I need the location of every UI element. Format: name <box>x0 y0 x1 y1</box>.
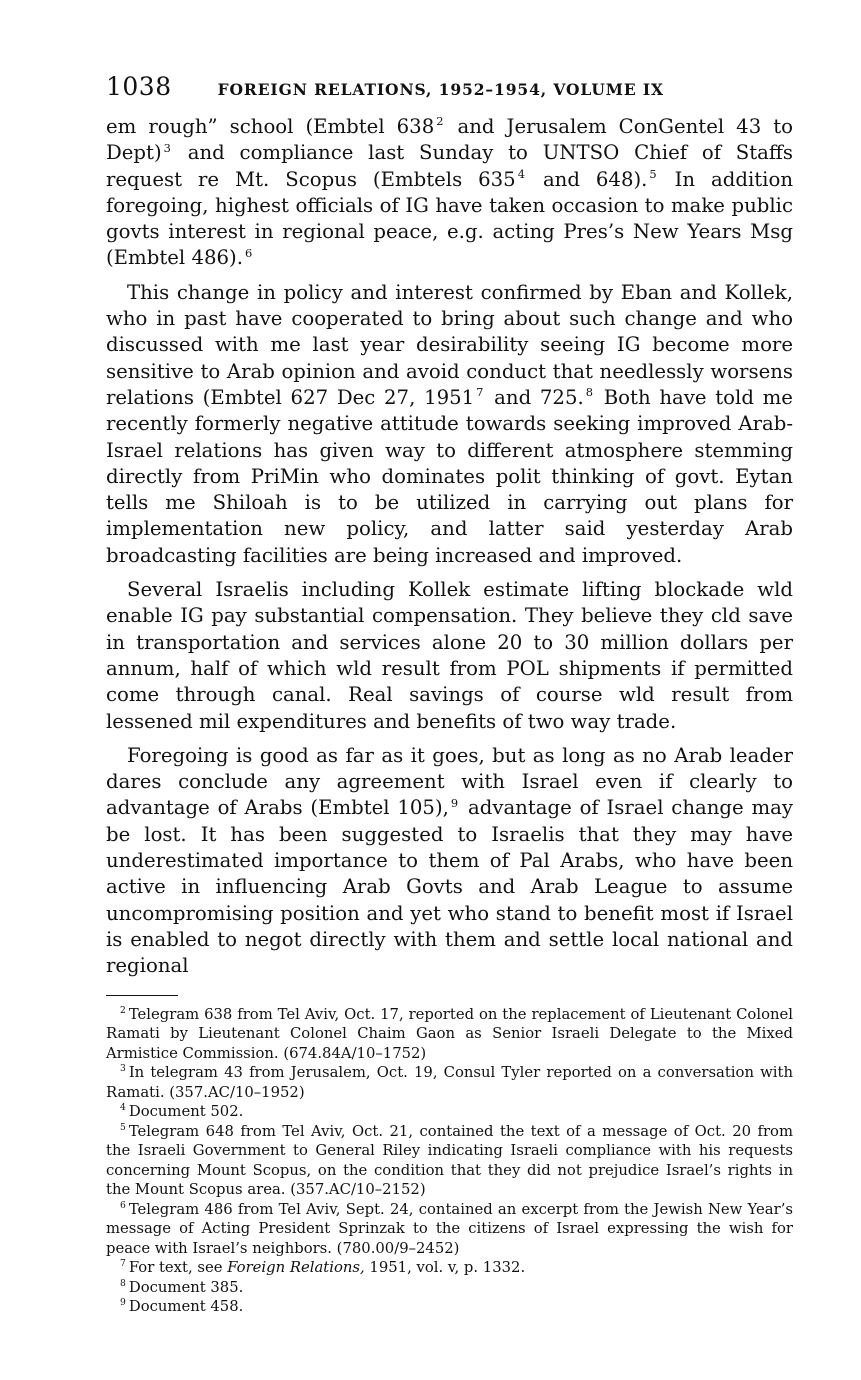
text-run: Several Israelis including Kollek estimate lifting blockade wld enable IG pay substantial compensation. They believe they cld save in transportation and services alone 20 to 30 million dollars per annum, half of which wld result from POL shipments if permitted come through canal. Real savings of course wld result from lessened mil expenditures and benefits of two way trade. <box>106 578 793 733</box>
footnote <box>106 1102 793 1122</box>
text-run: and Jerusalem ConGentel 43 to Dept) <box>106 115 793 165</box>
footnote-text: Document 458. <box>128 1298 244 1315</box>
footnote <box>106 1063 793 1102</box>
footnote-ref-6: 6 <box>244 245 253 260</box>
footnote <box>106 1122 793 1200</box>
footnote-number: 8 <box>120 1277 126 1289</box>
footnote-divider <box>106 995 178 996</box>
footnote <box>106 1278 793 1298</box>
text-run: In addition foregoing, highest officials of IG have taken occasion to make public govts interest in regional peace, e.g. acting Pres’s New Years Msg (Embtel 486). <box>106 167 794 270</box>
footnote-number: 3 <box>120 1063 126 1075</box>
footnote-ref-3: 3 <box>163 140 171 155</box>
footnote-text: Telegram 486 from Tel Aviv, Sept. 24, contained an excerpt from the Jewish New Year’s message of Acting President Sprinzak to the citizens of Israel expressing the wish for peace with Israel’s neighbors. (780.00/9–2452) <box>106 1200 793 1257</box>
publication-title: Foreign Relations, <box>227 1259 365 1276</box>
footnote <box>106 1200 793 1259</box>
footnote-number: 6 <box>120 1199 126 1211</box>
footnote-number: 9 <box>120 1297 126 1309</box>
text-run: em rough” school (Embtel 638 <box>106 115 435 138</box>
footnote <box>106 1005 793 1064</box>
footnote-number: 2 <box>120 1004 126 1016</box>
paragraph-2 <box>106 280 793 569</box>
footnote-text: Document 385. <box>128 1278 244 1296</box>
footnote-text: Document 502. <box>128 1103 244 1120</box>
footnote-number: 5 <box>120 1121 126 1133</box>
text-run: and compliance last Sunday to UNTSO Chief of Staffs request re Mt. Scopus (Embtels 635 <box>106 141 794 191</box>
footnote-text: 1951, vol. v, p. 1332. <box>369 1259 526 1276</box>
text-run: This change in policy and interest confirmed by Eban and Kollek, who in past have cooperated to bring about such change and who discussed with me last year desirability seeing IG become more sensitive to Arab opinion and avoid conduct that needlessly worsens relations (Embtel 627 Dec 27, 1951 <box>106 280 793 409</box>
footnote-number: 4 <box>120 1102 126 1114</box>
page-header <box>106 72 793 112</box>
footnote <box>106 1297 793 1317</box>
footnotes <box>106 1005 793 1317</box>
footnote-ref-4: 4 <box>517 167 525 182</box>
running-title: FOREIGN RELATIONS, 1952–1954, VOLUME IX <box>217 80 664 99</box>
text-run: Both have told me recently formerly negative attitude towards seeking improved Arab-Israel relations has given way to different atmosphere stemming directly from PriMin who dominates polit thinking of govt. Eytan tells me Shiloah is to be utilized in carrying out plans for implementation new policy, and latter said yesterday Arab broadcasting facilities are being increased and improved. <box>106 385 793 567</box>
text-run: advantage of Israel change may be lost. It has been suggested to Israelis that they may have underestimated importance to them of Pal Arabs, who have been active in influencing Arab Govts and Arab League to assume uncompromising position and yet who stand to benefit most if Israel is enabled to negot directly with them and settle local national and regional <box>106 796 793 978</box>
paragraph-4 <box>106 743 793 980</box>
footnote-ref-9: 9 <box>450 795 459 810</box>
paragraph-1 <box>106 114 793 272</box>
paragraph-3 <box>106 577 793 735</box>
footnote-text: In telegram 43 from Jerusalem, Oct. 19, Consul Tyler reported on a conversation with Ramati. (357.AC/10–1952) <box>106 1064 793 1101</box>
footnote-ref-5: 5 <box>649 167 657 182</box>
text-run: Foregoing is good as far as it goes, but as long as no Arab leader dares conclude any agreement with Israel even if clearly to advantage of Arabs (Embtel 105), <box>106 743 793 820</box>
footnote-ref-2: 2 <box>436 114 444 129</box>
footnote-ref-7: 7 <box>476 385 484 400</box>
footnote <box>106 1258 793 1278</box>
page-number: 1038 <box>106 72 172 101</box>
footnote-text: Telegram 648 from Tel Aviv, Oct. 21, contained the text of a message of Oct. 20 from the Israeli Government to General Riley indicating Israeli compliance with his requests concerning Mount Scopus, on the condition that they did not prejudice Israel’s rights in the Mount Scopus area. (357.AC/10–2152) <box>106 1122 793 1198</box>
text-run: and 648). <box>542 167 648 191</box>
footnote-text: Telegram 638 from Tel Aviv, Oct. 17, reported on the replacement of Lieutenant Colonel Ramati by Lieutenant Colonel Chaim Gaon as Senior Israeli Delegate to the Mixed Armistice Commission. (674.84A/10–1752) <box>106 1005 793 1062</box>
body-text <box>106 114 793 980</box>
footnote-ref-8: 8 <box>585 385 593 400</box>
footnote-number: 7 <box>120 1258 126 1270</box>
footnote-text: For text, see <box>128 1259 223 1276</box>
text-run: and 725. <box>494 385 584 409</box>
